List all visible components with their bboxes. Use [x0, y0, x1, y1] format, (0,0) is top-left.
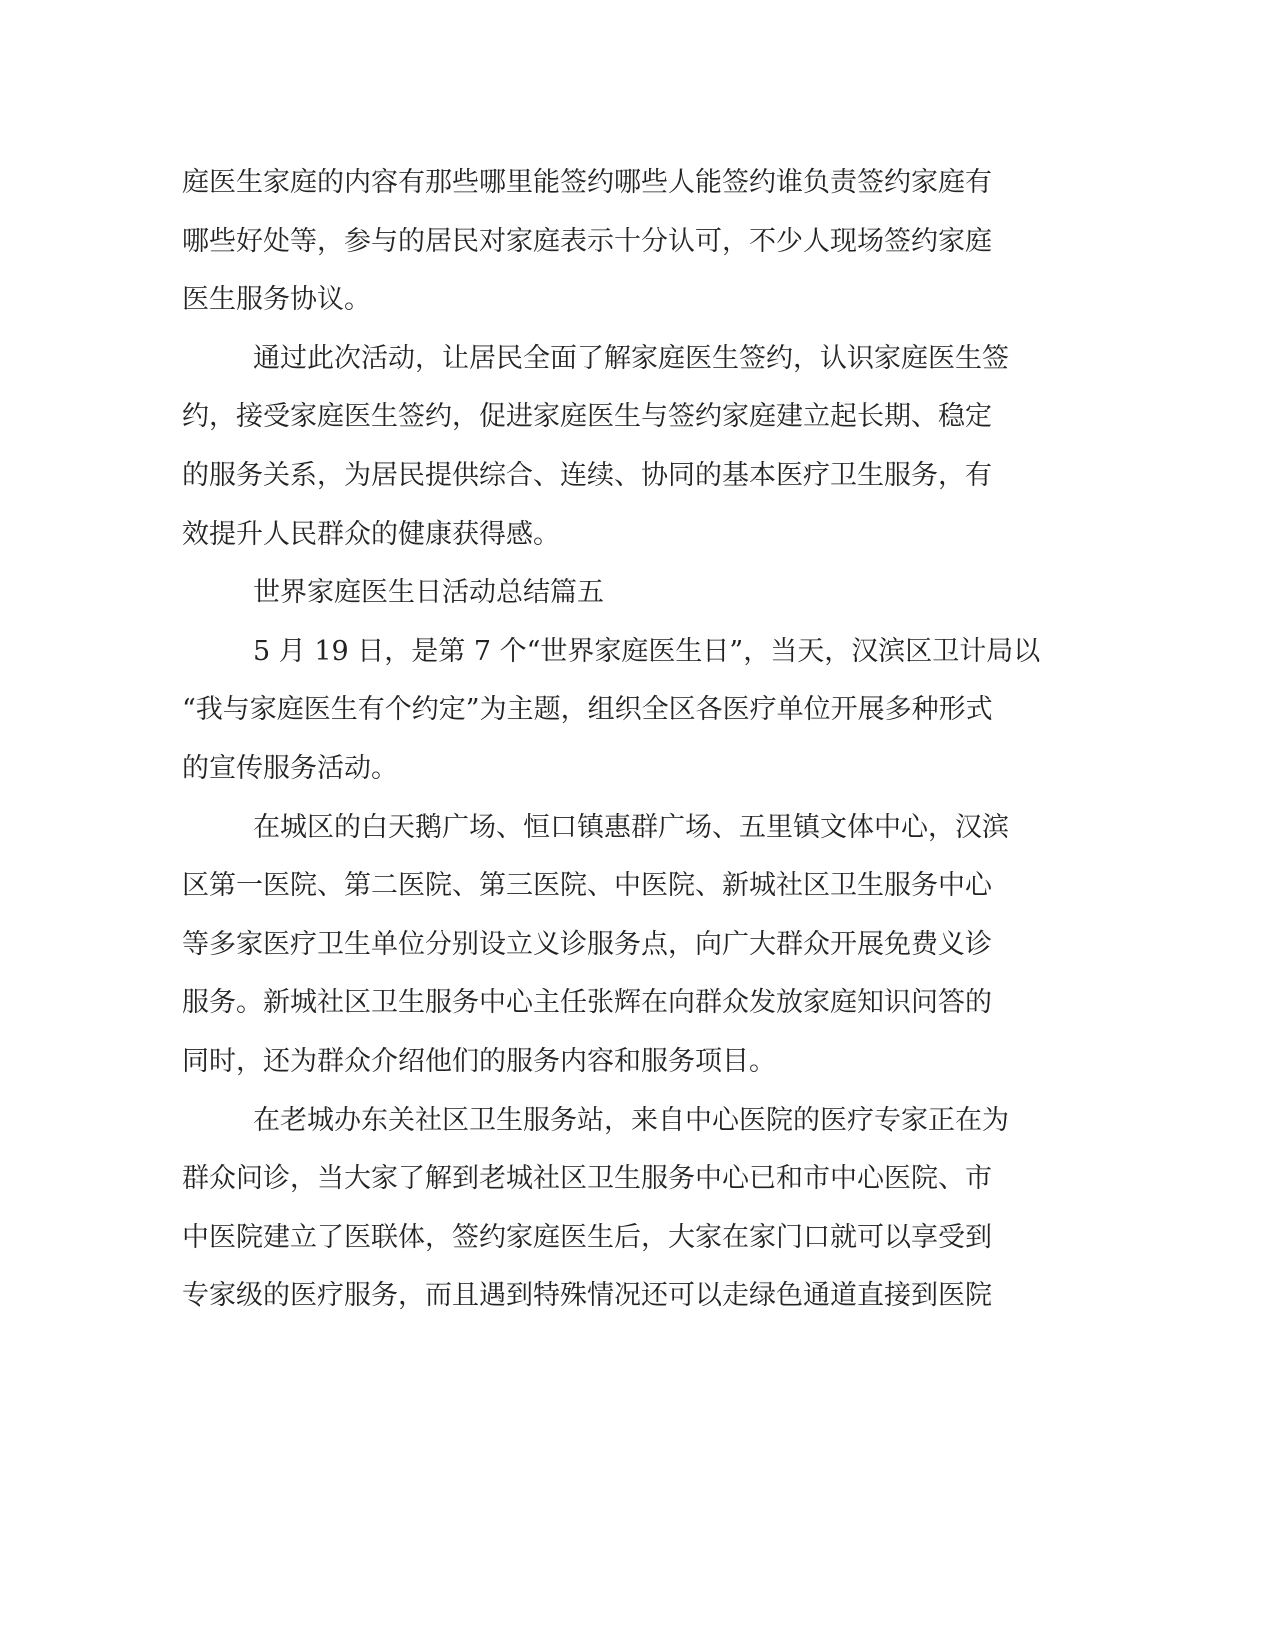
text-line: 效提升人民群众的健康获得感。: [182, 518, 560, 550]
text-line: 区第一医院、第二医院、第三医院、中医院、新城社区卫生服务中心: [182, 870, 992, 902]
text-line: 通过此次活动，让居民全面了解家庭医生签约，认识家庭医生签: [253, 342, 1009, 374]
text-line: 庭医生家庭的内容有那些哪里能签约哪些人能签约谁负责签约家庭有: [182, 167, 992, 198]
text-line: 服务。新城社区卫生服务中心主任张辉在向群众发放家庭知识问答的: [182, 987, 992, 1019]
text-line: 中医院建立了医联体，签约家庭医生后，大家在家门口就可以享受到: [182, 1221, 992, 1253]
paragraph: [182, 160, 1032, 336]
text-line: 的宣传服务活动。: [182, 752, 398, 784]
text-line: 在城区的白天鹅广场、恒口镇惠群广场、五里镇文体中心，汉滨: [253, 811, 1009, 843]
section-heading: [182, 570, 1032, 629]
text-line: 医生服务协议。: [182, 284, 371, 316]
text-line: 群众问诊，当大家了解到老城社区卫生服务中心已和市中心医院、市: [182, 1163, 992, 1195]
text-line: 哪些好处等，参与的居民对家庭表示十分认可，不少人现场签约家庭: [182, 225, 992, 257]
heading-text: 世界家庭医生日活动总结篇五: [253, 577, 604, 609]
text-line: 同时，还为群众介绍他们的服务内容和服务项目。: [182, 1045, 776, 1077]
text-line: 专家级的医疗服务，而且遇到特殊情况还可以走绿色通道直接到医院: [182, 1280, 992, 1312]
text-line: 等多家医疗卫生单位分别设立义诊服务点，向广大群众开展免费义诊: [182, 928, 992, 960]
text-line: 的服务关系，为居民提供综合、连续、协同的基本医疗卫生服务，有: [182, 459, 992, 491]
text-line: 在老城办东关社区卫生服务站，来自中心医院的医疗专家正在为: [253, 1104, 1009, 1136]
paragraph: [182, 805, 1032, 1098]
text-line: 5 月 19 日，是第 7 个“世界家庭医生日”，当天，汉滨区卫计局以: [253, 635, 1041, 667]
text-line: 约，接受家庭医生签约，促进家庭医生与签约家庭建立起长期、稳定: [182, 401, 992, 433]
paragraph: [182, 336, 1032, 570]
document-body: [182, 160, 1041, 1332]
paragraph: [182, 629, 1041, 805]
paragraph: [182, 1098, 1032, 1332]
text-line: “我与家庭医生有个约定”为主题，组织全区各医疗单位开展多种形式: [182, 694, 993, 726]
